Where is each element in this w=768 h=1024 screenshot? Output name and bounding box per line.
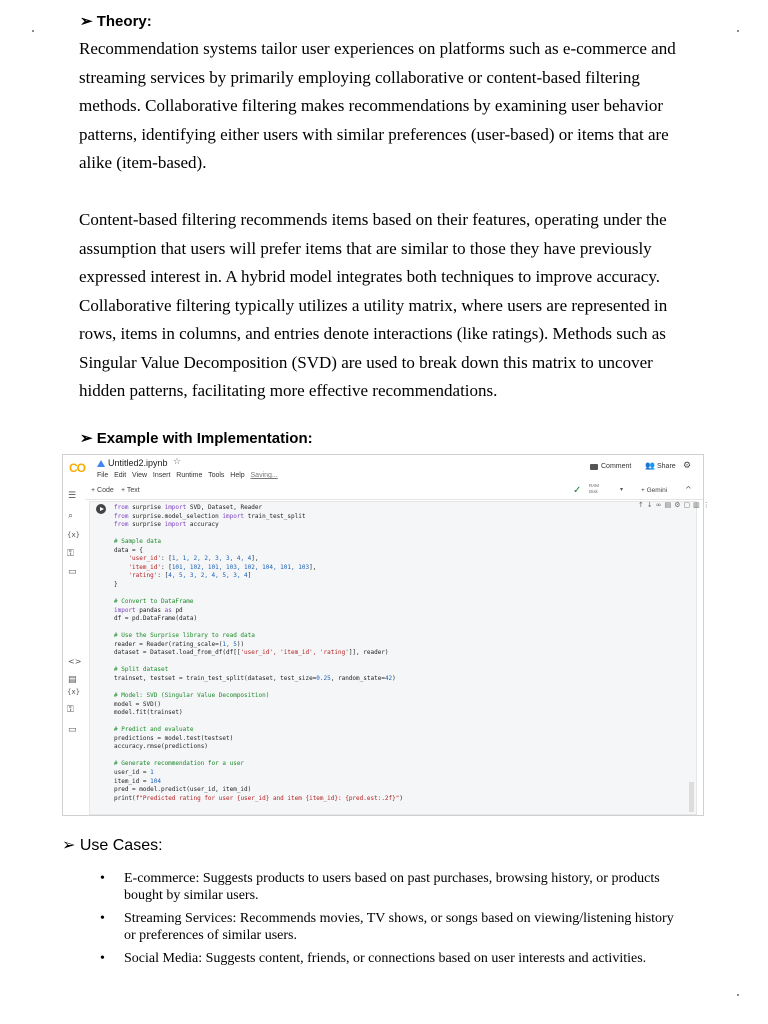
code-line xyxy=(114,513,403,522)
theory-paragraph-1 xyxy=(79,35,719,178)
menu-insert[interactable]: Insert xyxy=(152,472,171,479)
code-token: # Split dataset xyxy=(114,666,169,674)
code-line xyxy=(114,607,403,616)
code-snippets-icon[interactable]: <> xyxy=(68,657,82,666)
code-token: model = SVD() xyxy=(114,700,161,708)
theory-paragraph-2 xyxy=(79,206,719,406)
code-token: 1, 1, 2, 2, 3, 3, 4, 4 xyxy=(171,555,252,563)
code-line xyxy=(114,547,403,556)
star-icon[interactable]: ☆ xyxy=(173,457,182,467)
delete-icon[interactable]: ▥ xyxy=(693,501,703,509)
folder-icon[interactable]: ▭ xyxy=(68,725,77,735)
code-token: : [ xyxy=(157,572,169,580)
bullet-symbol: • xyxy=(100,911,105,926)
code-token: 4, 5, 3, 2, 4, 5, 3, 4 xyxy=(168,572,248,580)
list-item xyxy=(100,950,740,967)
code-line xyxy=(114,598,403,607)
text-line: patterns, identifying either users with similar preferences (user-based) or items that are xyxy=(79,124,669,144)
code-token: 42 xyxy=(384,674,393,682)
gear-icon[interactable]: ⚙ xyxy=(674,501,684,509)
use-cases-list xyxy=(100,870,740,973)
colab-header xyxy=(63,455,703,489)
margin-mark xyxy=(737,30,739,32)
gemini-button[interactable]: + Gemini xyxy=(641,487,668,494)
code-line xyxy=(114,504,403,513)
code-token: surprise.model_selection xyxy=(128,512,223,520)
text-line: bought by similar users. xyxy=(124,888,259,903)
text-line: Social Media: Suggests content, friends, or connections based on user interests and activities. xyxy=(124,951,647,966)
link-icon[interactable]: ∞ xyxy=(655,501,665,509)
menu-tools[interactable]: Tools xyxy=(208,472,225,479)
scrollbar[interactable] xyxy=(689,782,694,812)
code-token: 'user_id', 'item_id', 'rating' xyxy=(240,649,349,657)
code-token: import xyxy=(222,512,245,520)
code-token: 'rating' xyxy=(114,572,158,580)
menu-view[interactable]: View xyxy=(132,472,148,479)
code-token: : [ xyxy=(160,563,172,571)
menu-help[interactable]: Help xyxy=(230,472,245,479)
search-icon[interactable]: ⌕ xyxy=(68,511,74,521)
mirror-icon[interactable]: ▢ xyxy=(683,501,694,509)
code-line xyxy=(114,581,403,590)
code-token: # Generate recommendation for a user xyxy=(114,760,245,768)
code-token: pred = model.predict(user_id, item_id) xyxy=(114,786,252,794)
key-icon[interactable]: ⚿ xyxy=(67,549,74,559)
code-token: surprise xyxy=(128,521,165,529)
code-line xyxy=(114,658,403,667)
code-token: item_id = xyxy=(114,777,151,785)
code-line xyxy=(114,735,403,744)
code-token: surprise xyxy=(128,504,165,511)
chevron-up-icon[interactable]: ^ xyxy=(685,485,692,494)
code-line xyxy=(114,572,403,581)
code-token: )) xyxy=(236,640,245,648)
code-line xyxy=(114,521,403,530)
code-line xyxy=(114,675,403,684)
comment-icon[interactable]: ▤ xyxy=(664,501,675,509)
margin-mark xyxy=(32,30,34,32)
code-token: ] xyxy=(247,572,252,580)
margin-mark xyxy=(737,994,739,996)
notebook-toolbar xyxy=(85,485,703,500)
code-line xyxy=(114,649,403,658)
left-sidebar xyxy=(63,485,85,815)
code-token: as xyxy=(164,606,172,614)
code-token: 'user_id' xyxy=(114,555,161,563)
code-line xyxy=(114,718,403,727)
code-token: } xyxy=(114,580,118,588)
menu-edit[interactable]: Edit xyxy=(114,472,127,479)
code-token: data = { xyxy=(114,546,143,554)
text-line: alike (item-based). xyxy=(79,153,207,172)
code-token: ]], reader) xyxy=(348,649,389,657)
code-token: # Sample data xyxy=(114,538,161,546)
code-line xyxy=(114,666,403,675)
list-item xyxy=(100,910,740,944)
code-token: 1, 5 xyxy=(222,640,237,648)
code-token: user_id = xyxy=(114,768,151,776)
code-token: accuracy xyxy=(186,521,219,529)
text-line: streaming services by primarily employing collaborative or content-based filtering xyxy=(79,67,640,87)
code-token: model.fit(trainset) xyxy=(114,709,183,717)
code-line xyxy=(114,778,403,787)
code-token: # Predict and evaluate xyxy=(114,726,194,734)
code-token: 104 xyxy=(150,777,161,785)
code-cell[interactable] xyxy=(89,501,713,815)
code-line xyxy=(114,683,403,692)
comment-icon xyxy=(590,464,598,470)
text-line: rows, items in columns, and entries denote interactions (like ratings). Methods such as xyxy=(79,324,666,343)
add-code-button[interactable]: + Code xyxy=(91,487,114,494)
text-line: hidden patterns, facilitating more effective recommendations. xyxy=(79,381,498,400)
comment-button[interactable]: Comment xyxy=(601,463,632,470)
play-icon xyxy=(100,507,104,511)
code-token: import xyxy=(114,606,136,614)
code-token: 1 xyxy=(150,768,154,776)
code-token: accuracy.rmse(predictions) xyxy=(114,743,208,751)
disk-label: Disk xyxy=(589,489,598,494)
notebook-filename[interactable]: Untitled2.ipynb xyxy=(108,458,168,468)
code-token: SVD, Dataset, Reader xyxy=(186,504,263,511)
drive-icon xyxy=(97,460,105,467)
move-up-icon[interactable]: ↑ xyxy=(638,501,647,509)
move-down-icon[interactable]: ↓ xyxy=(646,501,656,509)
code-token: ], xyxy=(251,555,259,563)
gear-icon[interactable]: ⚙ xyxy=(683,461,692,471)
code-token: pd xyxy=(171,606,183,614)
code-token: # Use the Surprise library to read data xyxy=(114,632,255,640)
code-line xyxy=(114,769,403,778)
code-line xyxy=(114,641,403,650)
code-line xyxy=(114,530,403,539)
code-token: 0.25 xyxy=(316,674,331,682)
ram-label: RAM xyxy=(589,483,599,488)
menu-bar xyxy=(97,472,278,479)
text-line: Recommendation systems tailor user experiences on platforms such as e-commerce and xyxy=(79,39,676,58)
run-cell-button[interactable] xyxy=(96,504,106,514)
text-line: Singular Value Decomposition (SVD) are used to break down this matrix to uncover xyxy=(79,352,653,372)
text-line: E-commerce: Suggests products to users based on past purchases, browsing history, or products xyxy=(124,871,660,886)
text-line: Streaming Services: Recommends movies, TV shows, or songs based on viewing/listening history xyxy=(124,911,674,926)
add-text-button[interactable]: + Text xyxy=(121,487,140,494)
code-line xyxy=(114,760,403,769)
example-heading: ➢ Example with Implementation: xyxy=(80,430,313,447)
code-line xyxy=(114,615,403,624)
code-token: import xyxy=(164,504,187,511)
text-line: methods. Collaborative filtering makes recommendations by examining user behavior xyxy=(79,96,663,115)
code-line xyxy=(114,743,403,752)
code-token: : [ xyxy=(160,555,172,563)
more-icon[interactable]: ⋮ xyxy=(702,501,713,509)
folder-icon[interactable]: ▭ xyxy=(68,567,77,577)
bullet-symbol: • xyxy=(100,951,105,966)
code-token: 'item_id' xyxy=(114,563,161,571)
code-line xyxy=(114,786,403,795)
theory-heading: ➢ Theory: xyxy=(80,13,152,30)
code-token: from xyxy=(114,521,129,529)
code-line xyxy=(114,624,403,633)
cell-toolbar xyxy=(638,501,713,509)
text-line: assumption that users will prefer items that are similar to those they have previously xyxy=(79,238,652,258)
code-token: train_test_split xyxy=(244,512,306,520)
connected-check-icon: ✓ xyxy=(573,485,582,496)
text-line: or preferences of similar users. xyxy=(124,928,297,943)
use-cases-heading: ➢ Use Cases: xyxy=(62,837,163,854)
code-token: ) xyxy=(399,794,404,802)
variables-icon[interactable]: {x} xyxy=(67,531,81,539)
menu-file[interactable]: File xyxy=(97,472,109,479)
saving-status: Saving... xyxy=(250,472,278,479)
code-token: # Convert to DataFrame xyxy=(114,598,194,606)
text-line: Collaborative filtering typically utilizes a utility matrix, where users are represented in xyxy=(79,295,668,315)
code-token: predictions = model.test(testset) xyxy=(114,734,234,742)
key-icon[interactable]: ⚿ xyxy=(67,705,74,715)
code-token: from xyxy=(114,512,129,520)
code-line xyxy=(114,726,403,735)
code-token: dataset = Dataset.load_from_df(df[[ xyxy=(114,649,241,657)
variables-icon[interactable]: {x} xyxy=(67,688,81,696)
code-editor[interactable] xyxy=(114,504,403,803)
code-line xyxy=(114,709,403,718)
text-line: expressed interest in. A hybrid model integrates both techniques to improve accuracy. xyxy=(79,267,660,286)
code-line xyxy=(114,538,403,547)
code-line xyxy=(114,701,403,710)
code-token: # Model: SVD (Singular Value Decomposition) xyxy=(114,692,270,700)
chevron-down-icon[interactable]: ▾ xyxy=(620,486,624,493)
code-token: reader = Reader(rating_scale=( xyxy=(114,640,223,648)
people-icon: 👥 xyxy=(645,461,655,470)
list-item xyxy=(100,870,740,904)
colab-screenshot xyxy=(62,454,713,816)
toc-icon[interactable]: ☰ xyxy=(68,491,77,501)
code-token: import xyxy=(164,521,187,529)
code-line xyxy=(114,795,403,804)
code-token: ) xyxy=(392,674,396,682)
code-line xyxy=(114,692,403,701)
code-token: print( xyxy=(114,794,136,802)
colab-logo: CO xyxy=(69,461,85,475)
bullet-symbol: • xyxy=(100,871,105,886)
ram-disk-indicator[interactable] xyxy=(589,483,599,495)
text-line: Content-based filtering recommends items based on their features, operating under the xyxy=(79,210,667,229)
code-token: 101, 102, 101, 103, 102, 104, 101, 103 xyxy=(171,563,310,571)
code-line xyxy=(114,555,403,564)
code-token: pandas xyxy=(135,606,165,614)
code-line xyxy=(114,632,403,641)
code-token: df = pd.DataFrame(data) xyxy=(114,615,198,623)
code-token: ], xyxy=(309,563,317,571)
code-token: trainset, testset = train_test_split(dataset, test_size= xyxy=(114,674,317,682)
code-token: , random_state= xyxy=(330,674,385,682)
menu-runtime[interactable]: Runtime xyxy=(176,472,203,479)
code-line xyxy=(114,564,403,573)
code-line xyxy=(114,589,403,598)
code-token: f"Predicted rating for user {user_id} and item {item_id}: {pred.est:.2f}" xyxy=(135,794,400,802)
command-palette-icon[interactable]: ▤ xyxy=(68,675,77,685)
code-token: from xyxy=(114,504,129,511)
code-line xyxy=(114,752,403,761)
share-button[interactable]: Share xyxy=(657,463,676,470)
